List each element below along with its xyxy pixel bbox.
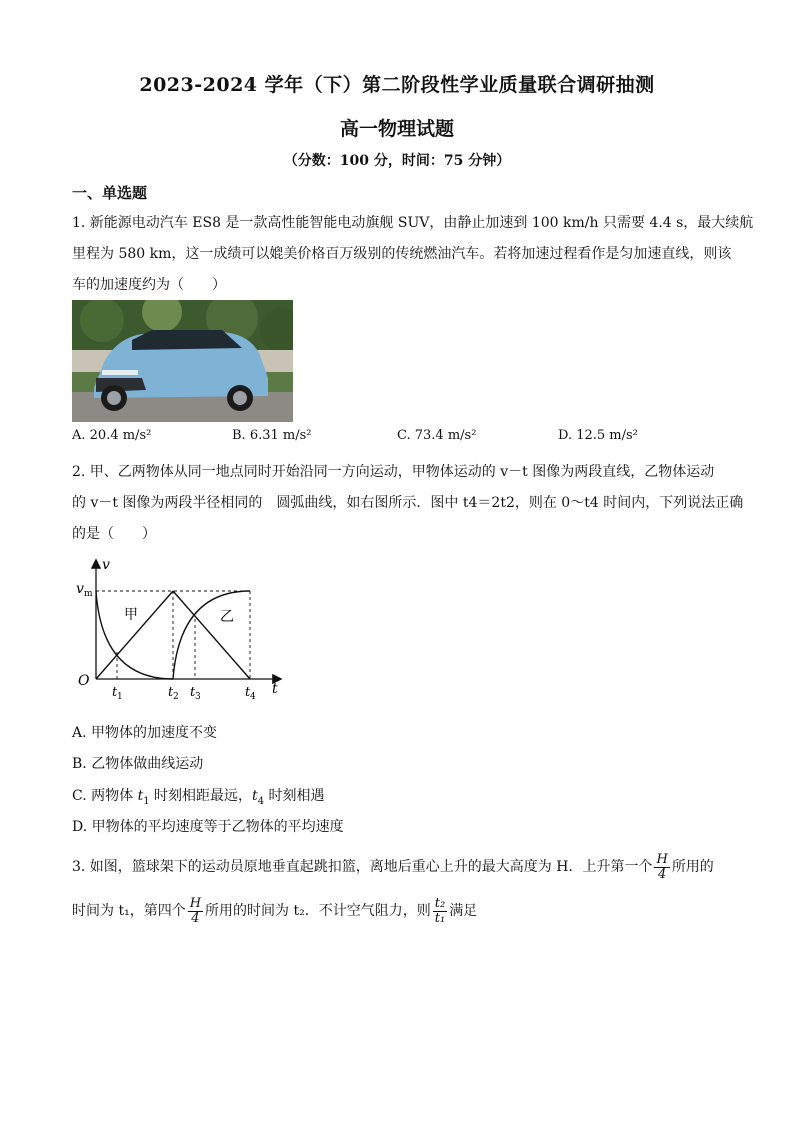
q2-line-1: 2. 甲、乙两物体从同一地点同时开始沿同一方向运动，甲物体运动的 v－t 图像为两段直线，乙物体运动 [72, 464, 715, 480]
q2-option-c-t4-sub: 4 [257, 795, 265, 807]
q3-line-1-post: 所用的 [671, 859, 714, 875]
t2-sub-label: 2 [173, 692, 179, 702]
q3-line-2-post: 满足 [449, 903, 478, 919]
suv-car-photo [72, 300, 293, 422]
q3-fraction-t2-over-t1 [433, 897, 447, 926]
q3-frac-num-b: H [189, 895, 202, 911]
jia-line-up [96, 591, 173, 679]
q2-line-3: 的是（ ） [72, 526, 156, 542]
t1-label: t [112, 685, 118, 700]
question-3 [72, 845, 722, 933]
t4-label: t [245, 685, 251, 700]
q3-fraction-h-over-4-b [188, 897, 203, 926]
t3-sub-label: 3 [195, 692, 201, 702]
q3-line-2-mid: 所用的时间为 t₂．不计空气阻力，则 [205, 903, 431, 919]
question-2 [72, 457, 744, 550]
q3-ratio-num: t₂ [434, 895, 446, 911]
question-1 [72, 208, 754, 301]
q2-option-c-pre: C. 两物体 [72, 788, 138, 804]
q2-line-2: 的 v－t 图像为两段半径相同的 圆弧曲线，如右图所示．图中 t4＝2t2，则在 0～t4 时间内，下列说法正确 [72, 495, 744, 511]
q2-option-c[interactable] [72, 785, 325, 807]
q2-option-a[interactable]: A. 甲物体的加速度不变 [72, 725, 218, 741]
t4-sub-label: 4 [250, 692, 256, 702]
q2-option-b[interactable]: B. 乙物体做曲线运动 [72, 756, 204, 772]
q3-frac-num-a: H [656, 851, 668, 867]
q3-line-1-pre: 3. 如图，篮球架下的运动员原地垂直起跳扣篮，离地后重心上升的最大高度为 H．上升第一个 [72, 859, 653, 875]
t2-label: t [168, 685, 174, 700]
section-heading: 一、单选题 [72, 184, 148, 202]
origin-label: O [78, 673, 90, 689]
vm-label: v [76, 581, 84, 597]
q2-option-d[interactable]: D. 甲物体的平均速度等于乙物体的平均速度 [72, 819, 344, 835]
q1-line-3: 车的加速度约为（ ） [72, 277, 226, 293]
q2-option-c-t1-sub: 1 [143, 795, 150, 807]
q2-option-c-mid: 时刻相距最远， [149, 788, 253, 804]
t3-label: t [190, 685, 196, 700]
q1-option-c[interactable]: C. 73.4 m/s² [397, 428, 477, 443]
jia-label: 甲 [124, 607, 138, 623]
q2-option-c-t4: t [252, 788, 258, 804]
exam-subtitle: 高一物理试题 [339, 118, 454, 140]
yi-label: 乙 [220, 609, 234, 625]
t-axis-label: t [272, 681, 278, 697]
q1-option-b[interactable]: B. 6.31 m/s² [232, 428, 312, 443]
q2-option-c-t1: t [137, 788, 144, 804]
q3-line-1 [72, 845, 722, 889]
exam-title: 2023-2024 学年（下）第二阶段性学业质量联合调研抽测 [139, 74, 655, 96]
vm-sub-label: m [84, 589, 93, 599]
v-axis-label: v [102, 557, 110, 573]
q3-ratio-den: t₁ [434, 910, 446, 926]
q1-line-2: 里程为 580 km，这一成绩可以媲美价格百万级别的传统燃油汽车。若将加速过程看作是匀加速直线，则该 [72, 246, 732, 262]
q1-line-1: 1. 新能源电动汽车 ES8 是一款高性能智能电动旗舰 SUV，由静止加速到 100 km/h 只需要 4.4 s，最大续航 [72, 215, 754, 231]
q1-option-d[interactable]: D. 12.5 m/s² [558, 428, 638, 443]
q3-frac-den-b: 4 [191, 910, 200, 926]
q3-frac-den-a: 4 [658, 866, 667, 882]
t1-sub-label: 1 [117, 692, 123, 702]
q3-fraction-h-over-4-a [654, 853, 669, 882]
exam-meta: （分数：100 分，时间：75 分钟） [283, 153, 511, 169]
q2-option-c-post: 时刻相遇 [264, 788, 325, 804]
q3-line-2 [72, 889, 722, 933]
vt-graph [72, 555, 287, 705]
jia-line-down [173, 591, 250, 679]
q1-option-a[interactable]: A. 20.4 m/s² [72, 428, 152, 443]
q3-line-2-pre: 时间为 t₁，第四个 [72, 903, 186, 919]
